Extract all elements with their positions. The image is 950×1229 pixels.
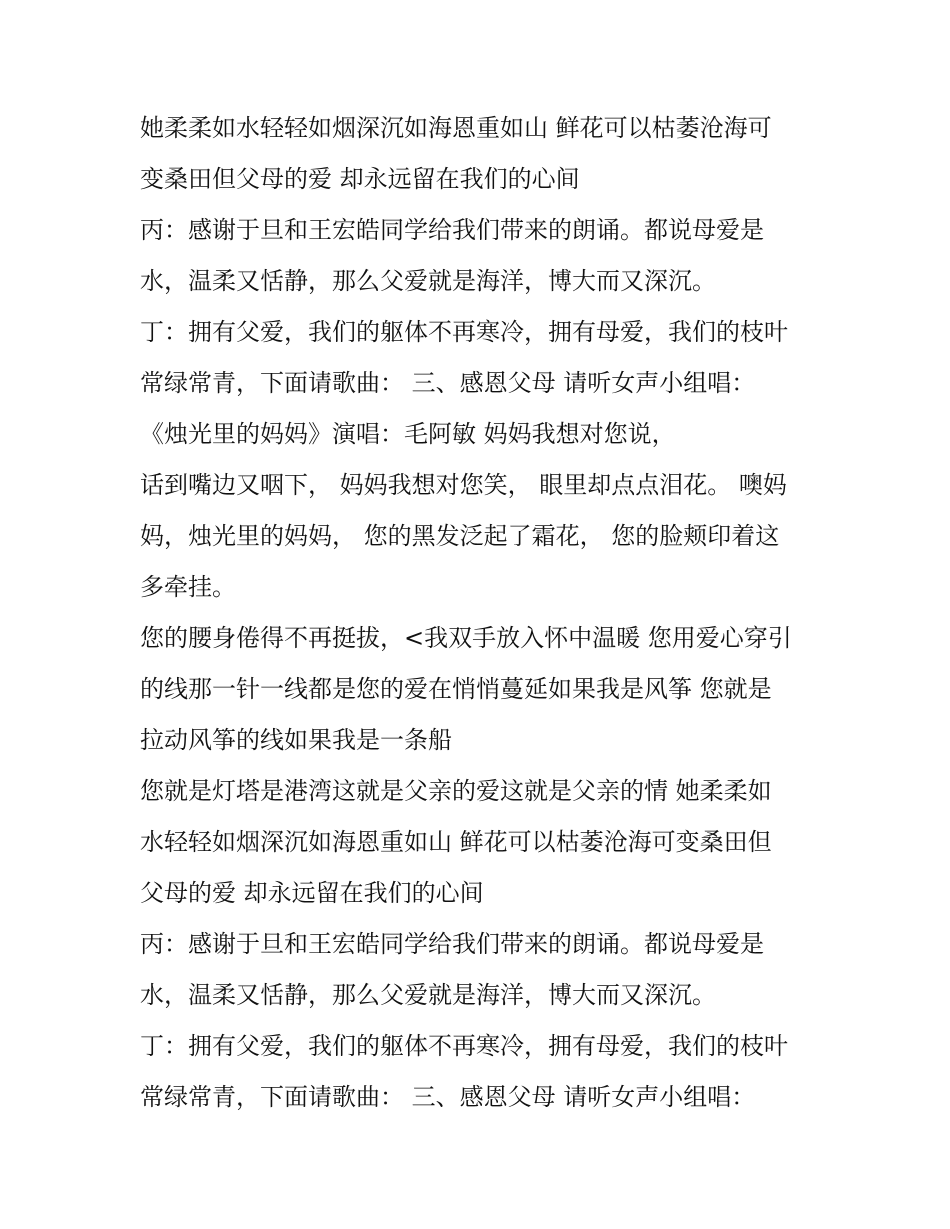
text-line-19: 丁：拥有父爱，我们的躯体不再寒冷，拥有母爱，我们的枝叶 <box>140 1032 788 1060</box>
text-line-16: 父母的爱 却永远留在我们的心间 <box>140 879 484 907</box>
text-line-18: 水，温柔又恬静，那么父爱就是海洋，博大而又深沉。 <box>140 981 716 1009</box>
text-line-1: 她柔柔如水轻轻如烟深沉如海恩重如山 鲜花可以枯萎沧海可 <box>140 114 772 142</box>
text-line-15: 水轻轻如烟深沉如海恩重如山 鲜花可以枯萎沧海可变桑田但 <box>140 828 772 856</box>
text-line-6: 常绿常青，下面请歌曲： 三、感恩父母 请听女声小组唱： <box>140 369 756 397</box>
text-line-13: 拉动风筝的线如果我是一条船 <box>140 726 452 754</box>
text-line-12: 的线那一针一线都是您的爱在悄悄蔓延如果我是风筝 您就是 <box>140 675 772 703</box>
text-line-4: 水，温柔又恬静，那么父爱就是海洋，博大而又深沉。 <box>140 267 716 295</box>
body-text <box>140 103 840 1123</box>
text-line-17: 丙：感谢于旦和王宏皓同学给我们带来的朗诵。都说母爱是 <box>140 930 764 958</box>
text-line-7: 《烛光里的妈妈》演唱：毛阿敏 妈妈我想对您说， <box>140 420 676 448</box>
text-line-3: 丙：感谢于旦和王宏皓同学给我们带来的朗诵。都说母爱是 <box>140 216 764 244</box>
text-line-5: 丁：拥有父爱，我们的躯体不再寒冷，拥有母爱，我们的枝叶 <box>140 318 788 346</box>
text-line-9: 妈，烛光里的妈妈， 您的黑发泛起了霜花， 您的脸颊印着这 <box>140 522 780 550</box>
text-line-20: 常绿常青，下面请歌曲： 三、感恩父母 请听女声小组唱： <box>140 1083 756 1111</box>
text-line-14: 您就是灯塔是港湾这就是父亲的爱这就是父亲的情 她柔柔如 <box>140 777 772 805</box>
text-line-10: 多牵挂。 <box>140 573 236 601</box>
text-line-8: 话到嘴边又咽下， 妈妈我想对您笑， 眼里却点点泪花。 噢妈 <box>140 471 787 499</box>
text-line-2: 变桑田但父母的爱 却永远留在我们的心间 <box>140 165 580 193</box>
text-line-11: 您的腰身倦得不再挺拔，<我双手放入怀中温暖 您用爱心穿引 <box>140 624 792 652</box>
